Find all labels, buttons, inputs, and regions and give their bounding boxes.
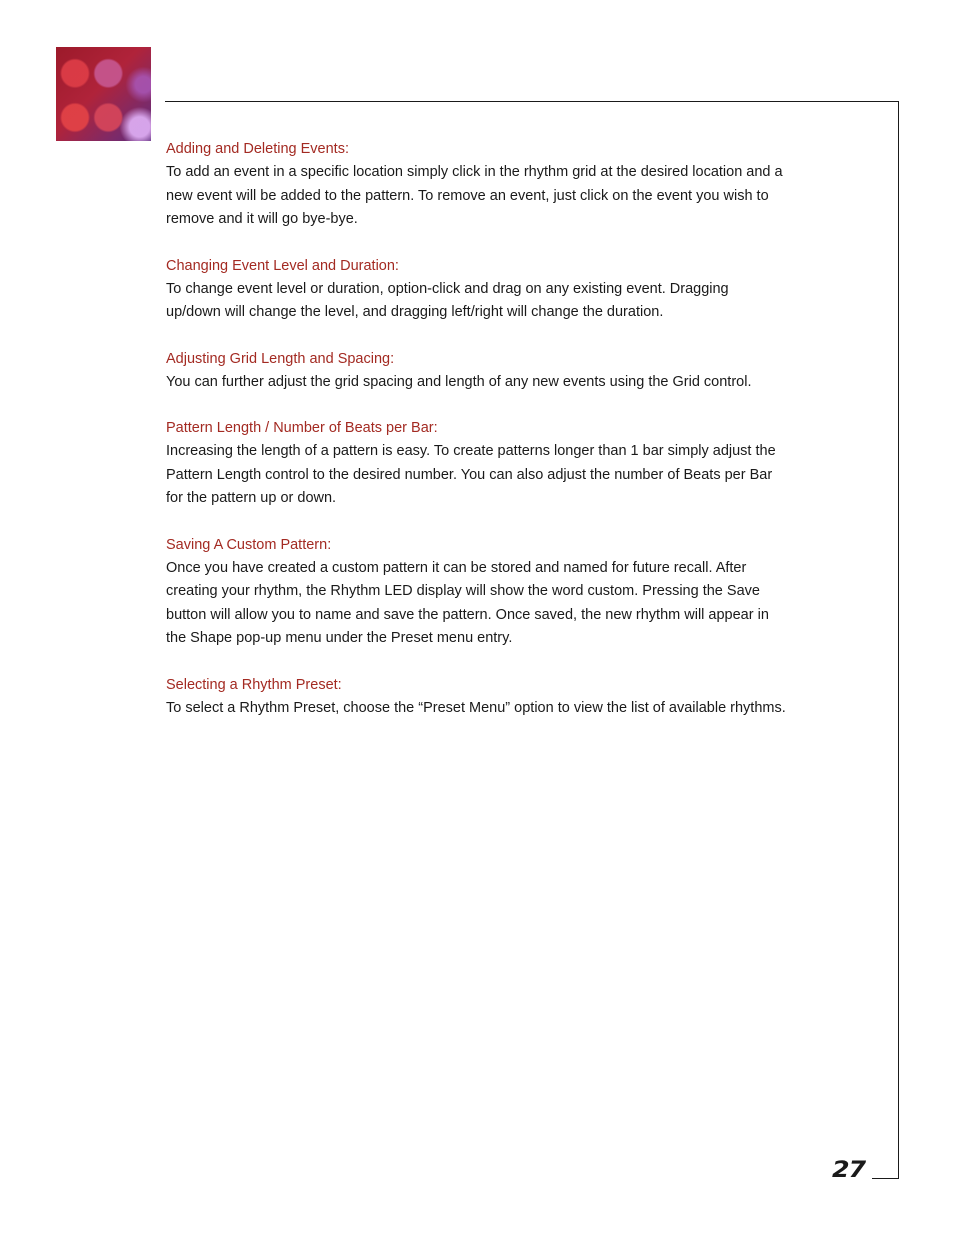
top-rule	[165, 101, 898, 102]
section-event-level-duration	[166, 255, 786, 325]
section-heading: Adjusting Grid Length and Spacing:	[166, 350, 395, 367]
section-saving-custom-pattern	[166, 534, 786, 651]
section-heading: Pattern Length / Number of Beats per Bar:	[166, 420, 438, 436]
section-body: You can further adjust the grid spacing and length of any new events using the Grid control.	[166, 373, 752, 390]
section-body: Once you have created a custom pattern it can be stored and named for future recall. After creating your rhythm, the Rhythm LED display will show the word custom. Pressing the Save button will allow you to name and save the pattern. Once saved, the new rhythm will appear in the Shape pop-up menu under the Preset menu entry.	[166, 559, 769, 646]
section-heading: Adding and Deleting Events:	[166, 141, 349, 157]
section-heading: Saving A Custom Pattern:	[166, 536, 332, 553]
section-body: To change event level or duration, option-click and drag on any existing event. Dragging up/down will change the level, and dragging left/right will change the duration.	[166, 280, 729, 320]
bottom-rule	[872, 1178, 899, 1179]
section-pattern-length-beats	[166, 417, 786, 511]
right-rule	[898, 101, 899, 1179]
section-heading: Changing Event Level and Duration:	[166, 257, 399, 274]
page-number: 27	[832, 1158, 865, 1183]
decorative-corner-image	[56, 47, 151, 141]
section-body: Increasing the length of a pattern is easy. To create patterns longer than 1 bar simply adjust the Pattern Length control to the desired number. You can also adjust the number of Beats per Bar for the pattern up or down.	[166, 443, 776, 506]
section-grid-length-spacing	[166, 348, 786, 395]
section-body: To select a Rhythm Preset, choose the “Preset Menu” option to view the list of available rhythms.	[166, 699, 786, 716]
main-content	[166, 138, 786, 743]
section-heading: Selecting a Rhythm Preset:	[166, 676, 342, 693]
section-adding-deleting-events	[166, 138, 786, 232]
section-body: To add an event in a specific location simply click in the rhythm grid at the desired location and a new event will be added to the pattern. To remove an event, just click on the event you wish to remove and it will go bye-bye.	[166, 164, 783, 227]
section-selecting-rhythm-preset	[166, 674, 786, 721]
